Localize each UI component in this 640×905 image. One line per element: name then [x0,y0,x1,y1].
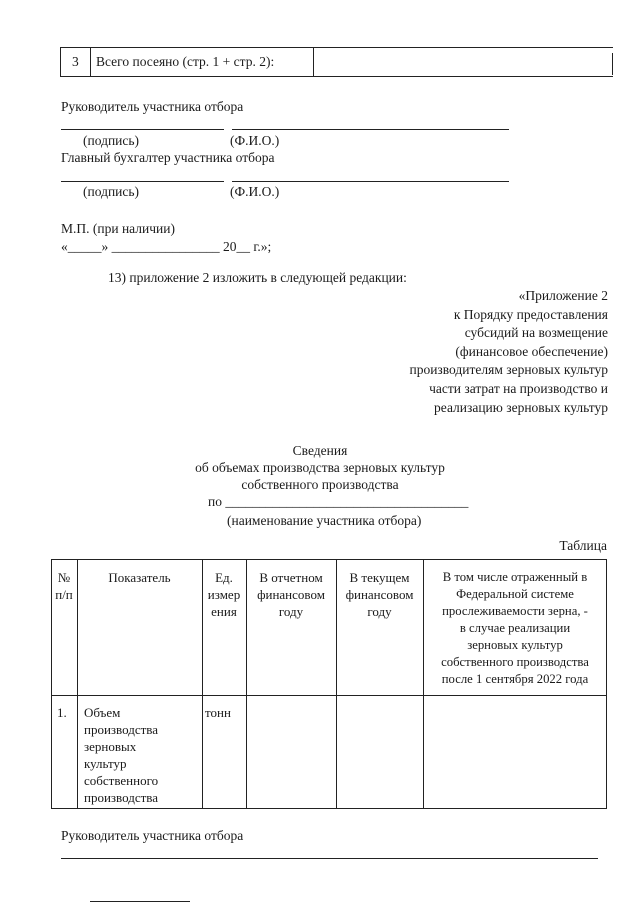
row-left-border [60,47,61,77]
participant-name-caption: (наименование участника отбора) [227,513,422,528]
signature-caption: (подпись) [83,133,140,148]
header-unit: Ед. измер ения [207,570,241,619]
signature-line [61,129,224,130]
appendix-line: части затрат на производство и [429,380,608,396]
table-border-top [51,559,607,560]
appendix-line: производителям зерновых культур [409,362,608,378]
data-table [51,559,607,809]
appendix-line: к Порядку предоставления [453,306,608,322]
row-divider [313,47,314,77]
col-border [77,559,78,809]
title-line: Сведения [292,443,348,458]
signature-line-bottom [61,858,598,859]
appendix-header [409,287,608,417]
date-line: «_____» ________________ 20__ г.»; [61,239,272,254]
row-number: 3 [72,54,79,69]
appendix-line: (финансовое обеспечение) [455,343,608,359]
appendix-line: субсидий на возмещение [464,325,608,341]
row-top-border [60,47,613,48]
row-num: 1. [57,705,67,720]
head-label: Руководитель участника отбора [61,99,244,114]
signature-line-partial [90,901,190,902]
previous-table-row [60,47,613,77]
stamp-label: М.П. (при наличии) [61,221,175,236]
row-unit: тонн [205,705,231,720]
header-reported-year: В отчетном финансовом году [257,570,325,619]
signature-line [61,181,224,182]
title-line: об объемах производства зерновых культур [195,460,445,475]
participant-name-line: по ____________________________________ [208,494,469,509]
table-header-separator [51,695,607,696]
title-line: собственного производства [241,477,399,492]
row-right-border [612,53,613,75]
header-indicator: Показатель [108,570,171,585]
appendix-line: реализацию зерновых культур [434,399,608,415]
header-current-year: В текущем финансовом году [345,570,414,619]
amendment-text: 13) приложение 2 изложить в следующей редакции: [108,270,407,285]
signature-caption: (подпись) [83,184,140,199]
table-border-bottom [51,808,607,809]
row-divider [90,47,91,77]
table-label: Таблица [559,538,607,553]
head-label-bottom: Руководитель участника отбора [61,828,244,843]
fio-caption: (Ф.И.О.) [230,184,280,199]
fio-line [232,129,509,130]
fio-line [232,181,509,182]
document-title [0,442,640,493]
accountant-label: Главный бухгалтер участника отбора [61,150,275,165]
fio-caption: (Ф.И.О.) [230,133,280,148]
appendix-line: «Приложение 2 [518,288,608,303]
row-label: Всего посеяно (стр. 1 + стр. 2): [96,54,275,69]
row-indicator: Объем производства зерновых культур собственного производства [84,705,159,805]
header-fsp: В том числе отраженный в Федеральной системе прослеживаемости зерна, - в случае реализации зерновых культур собственного производства после 1 сентября 2022 года [441,570,589,686]
header-num: № п/п [55,570,73,602]
row-bottom-border [60,76,613,77]
